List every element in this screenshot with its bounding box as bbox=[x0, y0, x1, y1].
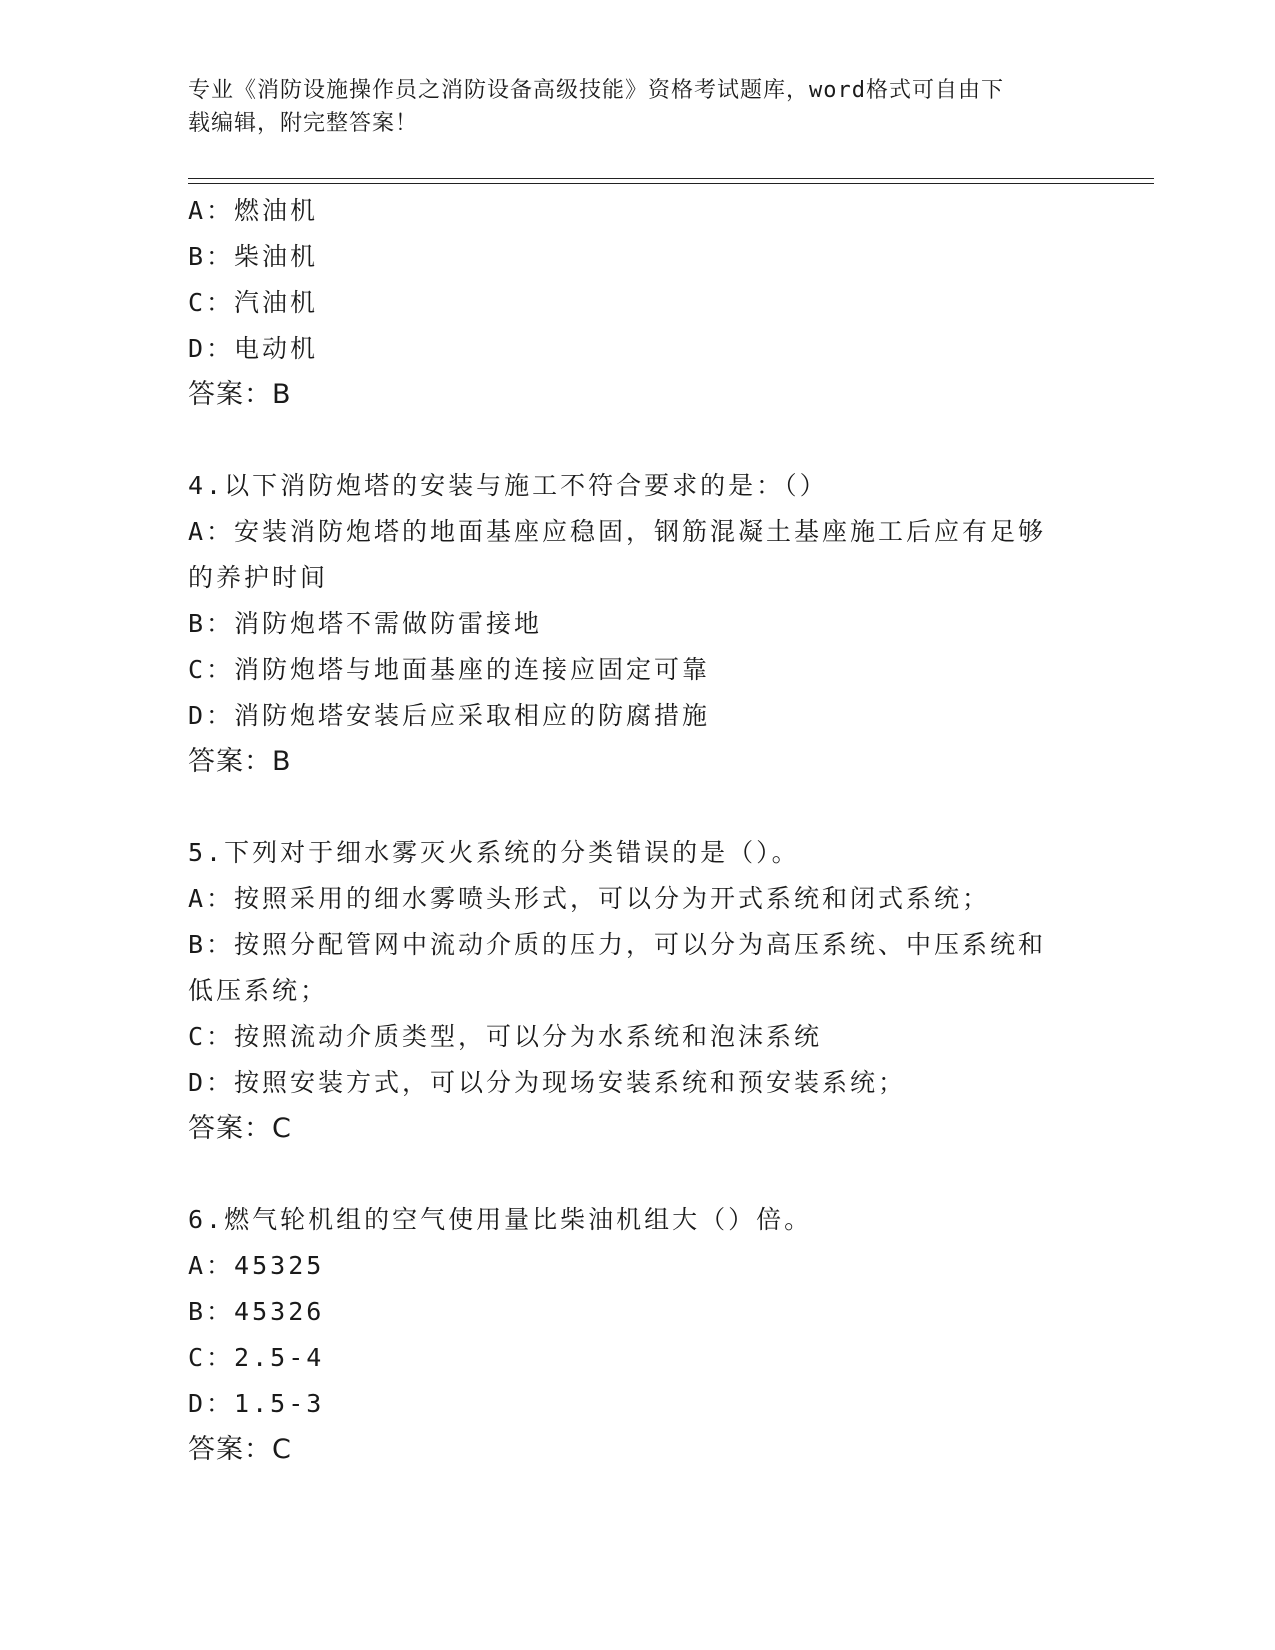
option-b-continued: 低压系统； bbox=[188, 976, 329, 1005]
question-text: 4.以下消防炮塔的安装与施工不符合要求的是：（） bbox=[188, 471, 828, 500]
option-b: B：45326 bbox=[188, 1297, 325, 1326]
question-6 bbox=[188, 1197, 1088, 1473]
option-a-continued: 的养护时间 bbox=[188, 563, 329, 592]
header-divider-top bbox=[188, 178, 1154, 179]
option-a: A：安装消防炮塔的地面基座应稳固，钢筋混凝土基座施工后应有足够 bbox=[188, 517, 1047, 546]
option-c: C：按照流动介质类型，可以分为水系统和泡沫系统 bbox=[188, 1022, 823, 1051]
option-b: B：柴油机 bbox=[188, 242, 319, 271]
header-line-1: 专业《消防设施操作员之消防设备高级技能》资格考试题库，word格式可自由下 bbox=[188, 78, 1004, 103]
header-divider-bottom bbox=[188, 183, 1154, 184]
option-a: A：燃油机 bbox=[188, 196, 319, 225]
option-a: A：45325 bbox=[188, 1251, 325, 1280]
question-text: 6.燃气轮机组的空气使用量比柴油机组大（）倍。 bbox=[188, 1205, 813, 1234]
option-d: D：1.5-3 bbox=[188, 1389, 325, 1418]
question-3 bbox=[188, 188, 1088, 418]
question-5 bbox=[188, 830, 1088, 1152]
option-c: C：消防炮塔与地面基座的连接应固定可靠 bbox=[188, 655, 711, 684]
option-a: A：按照采用的细水雾喷头形式，可以分为开式系统和闭式系统； bbox=[188, 884, 991, 913]
option-b: B：消防炮塔不需做防雷接地 bbox=[188, 609, 543, 638]
option-b: B：按照分配管网中流动介质的压力，可以分为高压系统、中压系统和 bbox=[188, 930, 1047, 959]
answer-label: 答案：B bbox=[188, 379, 292, 410]
option-c: C：汽油机 bbox=[188, 288, 319, 317]
header-line-2: 载编辑，附完整答案！ bbox=[188, 111, 419, 136]
option-d: D：按照安装方式，可以分为现场安装系统和预安装系统； bbox=[188, 1068, 907, 1097]
question-list bbox=[188, 188, 1088, 1473]
answer-label: 答案：B bbox=[188, 746, 292, 777]
answer-label: 答案：C bbox=[188, 1434, 292, 1465]
option-c: C：2.5-4 bbox=[188, 1343, 325, 1372]
answer-label: 答案：C bbox=[188, 1113, 292, 1144]
option-d: D：电动机 bbox=[188, 334, 319, 363]
document-header bbox=[188, 74, 1088, 140]
question-text: 5.下列对于细水雾灭火系统的分类错误的是（）。 bbox=[188, 838, 800, 867]
option-d: D：消防炮塔安装后应采取相应的防腐措施 bbox=[188, 701, 711, 730]
question-4 bbox=[188, 463, 1088, 785]
